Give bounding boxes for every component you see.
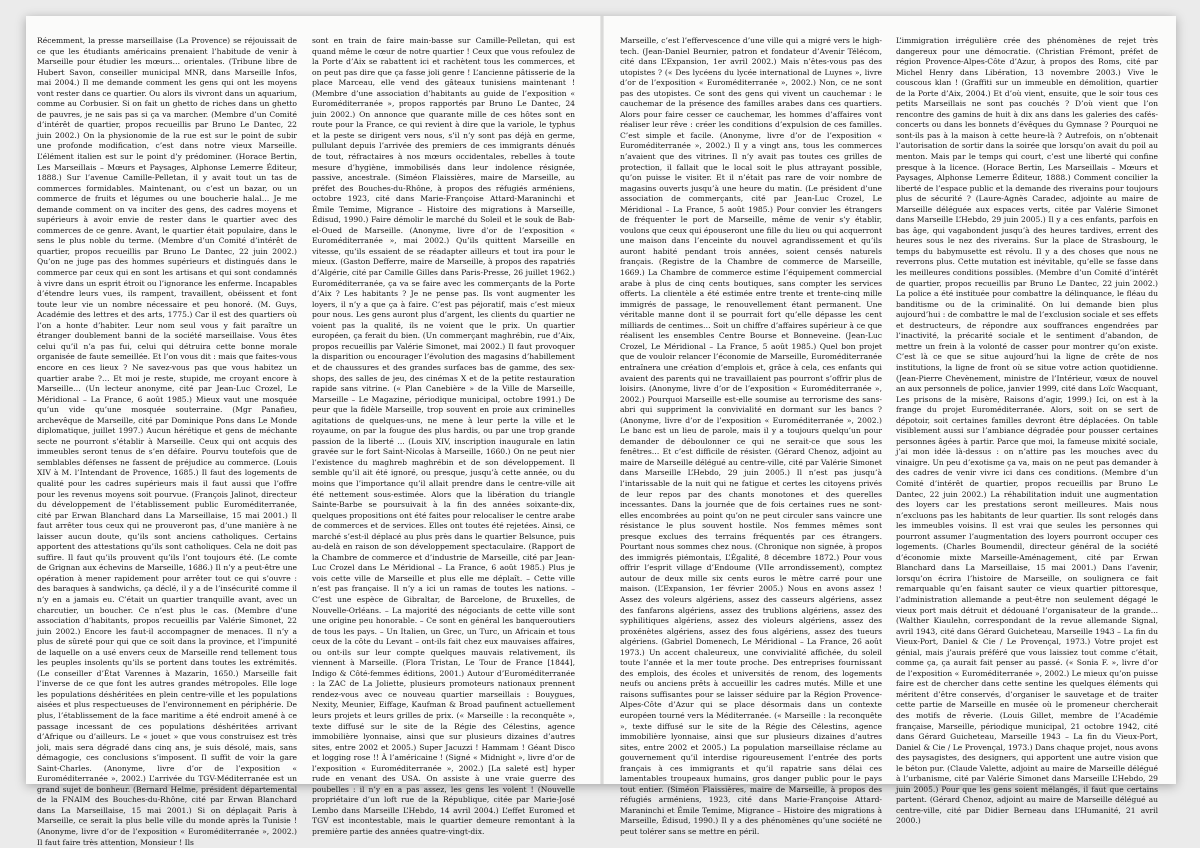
left-page-column-1 [37,36,297,847]
column-4-text: L’immigration irrégulière crée des phénomènes de rejet très dangereux pour une démocratie. (Christian Frémont, préfet de région Provence-Alpes-Côte d’Azur, à propos des Roms, cité par Michel Henry dans Libération, 13 novembre 2003.) Vive le couscous klan ! (Graffiti sur un immeuble en démolition, quartier de la Porte d’Aix, 2004.) Et d’où vient, ensuite, que le soir tous ces petits Marseillais ne sont pas couchés ? D’où vient que l’on rencontre des gamins de huit à dix ans dans les galeries des cafés-concerts ou dans les bonnets d’évêques du Gymnase ? Pourquoi ne sont-ils pas à la maison à cette heure-là ? Autrefois, on n’obtenait l’autorisation de sortir dans la soirée que lorsqu’on avait du poil au menton. Mais par le temps qui court, c’est une liberté qui confine presque à la licence. (Horace Bertin, Les Marseillais – Mœurs et Paysages, Alphonse Lemerre Éditeur, 1888.) Comment concilier la liberté de l’espace public et la demande des riverains pour toujours plus de sécurité ? (Laure-Agnès Caradec, adjointe au maire de Marseille déléguée aux espaces verts, citée par Valérie Simonet dans Marseille L’Hebdo, 29 juin 2005.) Il y a ces enfants, parfois en bas âge, qui vagabondent jusqu’à des heures tardives, errent des heures sous le nez des riverains. Sur la place de Strasbourg, le temps du babymusette est révolu. Il y a des choses que nous ne reverrons plus. Cette mutation est inévitable, qu’elle se fasse dans les meilleures conditions possibles. (Membre d’un Comité d’intérêt de quartier, propos recueillis par Bruno Le Dantec, 22 juin 2002.) La police a été instituée pour combattre la délinquance, le fléau du banditisme ou de la criminalité. On lui demande bien plus aujourd’hui : de combattre le mal de l’exclusion sociale et ses effets et destructeurs, de répondre aux souffrances engendrées par l’inactivité, la précarité sociale et le sentiment d’abandon, de mettre un frein à la volonté de casser pour montrer qu’on existe. C’est là ce que se situe aujourd’hui la ligne de crête de nos institutions, la ligne de front où se situe votre action quotidienne. (Jean-Pierre Chevènement, ministre de l’Intérieur, vœux de nouvel an aux personnels de police, janvier 1999, cité dans Loïc Wacquant, Les prisons de la misère, Raisons d’agir, 1999.) Ici, on est à la frange du projet Euroméditerranée. Alors, soit on se sert de dépotoir, soit certaines familles devront être déplacées. On table visiblement aussi sur l’ambiance dégradée pour pousser certaines personnes âgées à partir. Parce que moi, la fameuse mixité sociale, j’ai mon idée là-dessus : on n’attire pas les mouches avec du vinaigre. Un peu d’exotisme ça va, mais on ne peut pas demander à des cadres de venir vivre ici dans ces conditions. (Membre d’un Comité d’intérêt de quartier, propos recueillis par Bruno Le Dantec, 22 juin 2002.) La réhabilitation induit une augmentation des loyers car les prestations seront meilleures. Mais nous n’excluons pas les habitants de leur quartier. Ils sont relogés dans les immeubles voisins. Il est vrai que seules les personnes qui pourront assumer l’augmentation des loyers pourront occuper ces logements. (Charles Boumendil, directeur général de la société d’économie mixte Marseille-Aménagement, cité par Erwan Blanchard dans La Marseillaise, 15 mai 2001.) Dans l’avenir, lorsqu’on écrira l’histoire de Marseille, on soulignera ce fait remarquable qu’en faisant sauter ce vieux quartier pittoresque, l’administration allemande a peut-être non seulement dégagé le vieux port mais détruit et dédouané l’organisateur de la grande... (Walther Kiaulehn, correspondant de la revue allemande Signal, avril 1943, cité dans Gérard Guicheteau, Marseille 1943 – La fin du Vieux-Port, Daniel & Cie / Le Provençal, 1973.) Votre projet est génial, mais j’aurais préféré que vous laissiez tout comme c’était, comme ça, ça aurait fait penser au passé. (« Sonia F. », livre d’or de l’exposition « Euroméditerranée », 2002.) Le mieux qu’on puisse faire est de chercher dans cette sentine les quelques éléments qui méritent d’être conservés, d’organiser le sauvetage et de traiter cette partie de Marseille en musée où le promeneur chercherait des motifs de rêverie. (Louis Gillet, membre de l’Académie française, Marseille, périodique municipal, 21 octobre 1942, cité dans Gérard Guicheteau, Marseille 1943 – La fin du Vieux-Port, Daniel & Cie / Le Provençal, 1973.) Dans chaque projet, nous avons des paysagistes, des designers, qui apportent une autre vision que le béton pur. (Claude Valette, adjoint au maire de Marseille délégué à l’urbanisme, cité par Valérie Simonet dans Marseille L’Hebdo, 29 juin 2005.) Pour que les gens soient mélangés, il faut que certains partent. (Gérard Chenoz, adjoint au maire de Marseille délégué au centre-ville, cité par Didier Berneau dans L’Humanité, 21 avril 2000.) [896,36,1158,826]
right-page-column-2 [896,36,1158,826]
right-page [603,16,1176,837]
book-spread [26,16,1176,847]
column-2-text: sont en train de faire main-basse sur Camille-Pelletan, qui est quand même le cœur de notre quartier ! Ceux que vous refoulez de la Porte d’Aix se rabattent ici et rachètent tous les commerces, et on peut pas dire que ça fasse joli genre ! L’ancienne pâtisserie de la place Marceau, elle vend des gâteaux tunisiens maintenant ! (Membre d’une association d’habitants au guide de l’exposition « Euroméditerranée », propos rapportés par Bruno Le Dantec, 24 juin 2002.) On annonce que quarante mille de ces hôtes sont en route pour la France, ce qui revient à dire que la variole, le typhus et la peste se dirigent vers nous, s’il n’y sont pas déjà en germe, pullulant depuis l’arrivée des premiers de ces immigrants dénués de tout, réfractaires à nos mœurs occidentales, rebelles à toute mesure d’hygiène, immobilisés dans leur indolence résignée, passive, ancestrale. (Siméon Flaissières, maire de Marseille, au préfet des Bouches-du-Rhône, à propos des réfugiés arméniens, octobre 1923, cité dans Marie-Françoise Attard-Maraninchi et Émile Temime, Migrance – Histoire des migrations à Marseille, Édisud, 1990.) Faire démolir le marché du Soleil et le souk de Bab-el-Oued de Marseille. (Anonyme, livre d’or de l’exposition « Euroméditerranée », mai 2002.) Qu’ils quittent Marseille en vitesse, qu’ils essaient de se réadapter ailleurs et tout ira pour le mieux. (Gaston Defferre, maire de Marseille, à propos des rapatriés d’Algérie, cité par Camille Gilles dans Paris-Presse, 26 juillet 1962.) Euroméditerranée, ça va se faire avec les commerçants de la Porte d’Aix ? Les habitants ? Je ne pense pas. Ils vont augmenter les loyers, il n’y a que ça à faire. C’est pas péjoratif, mais c’est mieux pour nous. Les gens auront plus d’argent, les clients du quartier ne voient pas la qualité, ils ne voient que le prix. Un quartier européen, ça ferait du bien. (Un commerçant maghrébin, rue d’Aix, propos recueillis par Valérie Simonet, mai 2002.) Il faut provoquer la disparition ou encourager l’évolution des magasins d’habillement et de chaussures et des grandes surfaces bas de gamme, des sex-shops, des salles de jeu, des cinémas X et de la petite restauration rapide sans vitrine. (« Plan Canebière » de la Ville de Marseille, Marseille – Le Magazine, périodique municipal, octobre 1991.) De peur que la fidèle Marseille, trop souvent en proie aux criminelles agitations de quelques-uns, ne mene à leur perte la ville et le royaume, on par la fougue des plus hardis, ou par une trop grande passion de la liberté ... (Louis XIV, inscription inaugurale en latin gravée sur le fort Saint-Nicolas à Marseille, 1660.) On ne peut nier l’existence du maghreb maghrébin et de son développement. Il semble qu’il ait été ignoré, ou presque, jusqu’à cette année, ou du moins que l’importance qu’il allait prendre dans le centre-ville ait été nettement sous-estimée. Alors que la libération du triangle Sainte-Barbe se poursuivait à la fin des années soixante-dix, quelques propositions ont été faites pour relocaliser le centre arabe de commerces et de services. Elles ont toutes été rejetées. Ainsi, ce marché s’est-il déplacé au plus près dans le quartier Belsunce, puis au-delà en raison de son développement spectaculaire. (Rapport de la Chambre de commerce et d’industrie de Marseille, cité par Jean-Luc Crozel dans Le Méridional – La France, 6 août 1985.) Plus je vois cette ville de Marseille et plus elle me déplaît. – Cette ville n’est pas française. Il n’y a ici un ramas de toutes les nations. – C’est une espèce de Gibraltar, de Barcelone, de Bruxelles, de Nouvelle-Orléans. – La majorité des négociants de cette ville sont une origine peu honorable. – Ce sont en général les banqueroutiers de tous les pays. – Un Italien, un Grec, un Turc, un Africain et tous ceux de la côte du Levant – ont-ils fait chez eux mauvaises affaires, ou ont-ils sur leur compte quelques mauvais relativement, ils viennent à Marseille. (Flora Tristan, Le Tour de France [1844], Indigo & Côté-femmes éditions, 2001.) Autour d’Euroméditerranée : la ZAC de La Joliette, plusieurs promoteurs nationaux prennent rendez-vous avec ce nouveau quartier marseillais : Bouygues, Nexity, Meunier, Eiffage, Kaufman & Broad paufinent actuellement leurs projets et leurs grilles de prix. (« Marseille : la reconquête », texte diffusé sur le site de la Régie des Célestins, agence immobilière lyonnaise, ainsi que sur plusieurs dizaines d’autres sites, entre 2002 et 2005.) Super Jacuzzi ! Hammam ! Géant Disco et logging rose !! À l’américaine ! (Signé « Midnight », livre d’or de l’exposition « Euroméditerranée », 2002.) [La saleté est] hyper rude en venant des USA. On assiste à une vraie guerre des poubelles : il n’y en a pas assez, les gens les volent ! (Nouvelle propriétaire d’un loft rue de la République, citée par Marie-José Lembo dans Marseille L’Hebdo, 14 avril 2004.) L’effet Euromed et TGV est incontestable, mais le quartier demeure remontant à la première partie des années quatre-vingt-dix. [312,36,575,837]
column-3-text: Marseille, c’est l’effervescence d’une ville qui a migré vers le high-tech. (Jean-Daniel Beurnier, patron et fondateur d’Avenir Télécom, cité dans L’Expansion, 1er avril 2002.) Mais n’êtes-vous pas des utopistes ? (« Des lycéens du lycée international de Luynes », livre d’or de l’exposition « Euroméditerranée », 2002.) Non, ce ne sont pas des utopistes. Ce sont des gens qui vivent un cauchemar : le cauchemar de la présence des familles arabes dans ces quartiers. Alors pour faire cesser ce cauchemar, les hommes d’affaires vont réaliser leur rêve : créer les conditions d’expulsion de ces familles. C’est simple et facile. (Anonyme, livre d’or de l’exposition « Euroméditerranée », 2002.) Il y a vingt ans, tous les commerces n’avaient que des vitrines. Il n’y avait pas toutes ces grilles de protection, il fallait que le local soit le plus attrayant possible, qu’on puisse le visiter. Et il n’était pas rare de voir nombre de magasins ouverts jusqu’à une heure du matin. (Le président d’une association de commerçants, cité par Jean-Luc Crozel, Le Méridional – La France, 5 août 1985.) Pour convier les étrangers de fréquenter le port de Marseille, même de venir s’y établir, voulons que ceux qui épouseront une fille du lieu ou qui acquerront une maison dans l’enceinte du nouvel agrandissement et qu’ils auront habité pendant trois années, soient censés naturels français. (Registre de la Chambre de commerce de Marseille, 1669.) La Chambre de commerce estime l’équipement commercial arabe à plus de cinq cents boutiques, sans compter les services offerts. La clientèle a été estimée entre trente et trente-cinq mille immigrés de passage, le renouvellement étant permanent. Une véritable manne dont il se pourrait fort qu’elle dépasse les cent milliards de centimes… Soit un chiffre d’affaires supérieur à ce que réalisent les ensembles Centre Bourse et Bonneveine. (Jean-Luc Crozel, Le Méridional – La France, 5 août 1985.) Quel bon projet que de vouloir relancer l’économie de Marseille, Euroméditerranée entraînera une création d’emplois et, grâce à cela, ces enfants qui avaient des parents qui ne travaillaient pas pourront s’offrir plus de loisirs. (Anonyme, livre d’or de l’exposition « Euroméditerranée », 2002.) Pourquoi Marseille est-elle soumise au terrorisme des sans-abri qui suppriment la convivialité en dormant sur les bancs ? (Anonyme, livre d’or de l’exposition « Euroméditerranée », 2002.) Le banc est un lieu de parole, mais il y a toujours quelqu’un pour demander de déboulonner ce qui ne serait-ce que sous les fenêtres… Et c’est difficile de résister. (Gérard Chenoz, adjoint au maire de Marseille délégué au centre-ville, cité par Valérie Simonet dans Marseille L’Hebdo, 29 juin 2005.) Il n’est pas jusqu’à l’intarissable de la nuit qui ne fatigue et certes les citoyens privés de leur repos par des chants monotones et des querelles incessantes. Dans la journée que de fois certaines rues ne sont-elles encombrées au point qu’on ne peut circuler sans vaincre une résistance le plus souvent hostile. Nos femmes mêmes sont presque exclues des terrains fréquentés par ces étrangers. Pourtant nous sommes chez nous. (Chronique non signée, à propos des immigrés piémontais, L’Égalité, 8 décembre 1872.) Pour vous offrir l’esprit village d’Endoume (VIIe arrondissement), comptez autour de deux mille six cents euros le mètre carré pour une maison. (L’Expansion, 1er février 2005.) Nous en avons assez ! Assez des voleurs algériens, assez des casseurs algériens, assez des fanfarons algériens, assez des trublions algériens, assez des syphilitiques algériens, assez des violeurs algériens, assez des proxénètes algériens, assez des fous algériens, assez des tueurs algériens. (Gabriel Domenech, Le Méridional – La France, 26 août 1973.) Un accent chaleureux, une convivialité affichée, du soleil toute l’année et la mer toute proche. Des entreprises fournissant des emplois, des écoles et universités de renom, des logements neufs ou anciens prêts à accueillir les cadres mutés. Mille et une raisons suffisantes pour se laisser séduire par la Région Provence-Alpes-Côte d’Azur qui se place désormais dans un contexte européen tourné vers la Méditerranée. (« Marseille : la reconquête », texte diffusé sur le site de la Régie des Célestins, agence immobilière lyonnaise, ainsi que sur plusieurs dizaines d’autres sites, entre 2002 et 2005.) La population marseillaise réclame au gouvernement qu’il interdise rigoureusement l’entrée des ports français à ces immigrants et qu’il rapatrie sans délai ces lamentables troupeaux humains, gros danger public pour le pays tout entier. (Siméon Flaissières, maire de Marseille, à propos des réfugiés arméniens, 1923, cité dans Marie-Françoise Attard-Maraninchi et Émile Temime, Migrance – Histoire des migrations à Marseille, Édisud, 1990.) Il y a des phénomènes qu’une société ne peut tolérer sans se mettre en péril. [620,36,883,837]
right-page-column-1 [620,36,883,837]
left-page-column-2 [312,36,575,837]
column-1-text: Récemment, la presse marseillaise (La Provence) se réjouissait de ce que les étudiants américains prenaient l’habitude de venir à Marseille pour étudier les mœurs… orientales. (Tribune libre de Hubert Savon, conseiller municipal MNR, dans Marseille Infos, mai 2004.) Il me demande comment les gens qui ont les moyens vont rester dans ce quartier. Ou alors ils vivront dans un aquarium, comme au Corbusier. Si on fait un ghetto de riches dans un ghetto de pauvres, je ne sais pas si ça va marcher. (Membre d’un Comité d’intérêt de quartier, propos recueillis par Bruno Le Dantec, 22 juin 2002.) On la physionomie de la rue est sur le point de subir une profonde modification, c’est dans notre vieux Marseille. L’élément italien est sur le point d’y prédominer. (Horace Bertin, Les Marseillais – Mœurs et Paysages, Alphonse Lemerre Éditeur, 1888.) Sur l’avenue Camille-Pelletan, il y avait tout un tas de commerces formidables. Maintenant, ou c’est un bazar, ou un commerce de fruits et légumes ou une boucherie halal… Je me demande comment on va inciter des gens, des cadres moyens et supérieurs à avoir envie de rester dans le quartier avec des commerces de ce genre. Avant, le quartier était populaire, dans le sens le plus noble du terme. (Membre d’un Comité d’intérêt de quartier, propos recueillis par Bruno Le Dantec, 22 juin 2002.) Qu’on ne juge pas des hommes supérieurs et distingués dans le commerce par ceux qui en sont les artisans et qui sont condamnés à vivre dans un esprit étroit ou l’ignorance les enferme. Incapables d’étendre leurs vues, ils rampent, travaillent, obéissent et font toute leur vie un nombre nécessaire et peu honoré. (M. Guys, Académie des lettres et des arts, 1775.) Car il est des quartiers où l’on a honte d’habiter. Leur nom seul vous y fait paraître un étranger doublement banni de la société marseillaise. Vous êtes celui qu’il n’a pas fui, celui qui détruira cette bonne morale organisée de faute semeillée. Et l’on vous dit : mais que faites-vous encore en ces lieux ? Ne savez-vous pas que vous habitez un quartier arabe ?… Et moi je reste, stupide, me croyant encore à Marseille… (Un lecteur anonyme, cité par Jean-Luc Crozel, Le Méridional – La France, 6 août 1985.) Mieux vaut une mosquée qu’un vide qu’une mosquée souterraine. (Mgr Panafieu, archevêque de Marseille, cité par Dominique Pons dans Le Monde diplomatique, juillet 1997.) Aucun hérétique et gens de méchante secte ne pourront s’établir à Marseille. Ceux qui ont acquis des immeubles seront tenus de s’en défaire. Pourvu toutefois que de semblables défenses ne fassent de préjudice au commerce. (Louis XIV à M. l’Intendant de Provence, 1685.) Il faut des logements de qualité pour les cadres supérieurs mais il faut aussi que l’offre pour les revenus moyens soit pourvue. (François Jalinot, directeur du développement de l’établissement public Euroméditerranée, cité par Erwan Blanchard dans La Marseillaise, 15 mai 2001.) Il faut arrêter tous ceux qui ne prouveront pas, d’une manière à ne laisser aucun doute, qu’ils sont anciens catholiques. Certains apportent des attestations qu’ils sont catholiques. Cela ne doit pas suffire. Il faut qu’ils prouvent qu’ils l’ont toujours été. (Le comte de Grignan aux échevins de Marseille, 1686.) Il n’y a peut-être une opération à mener rapidement pour arrêter tout ce qui s’ouvre : des baraques à sandwichs, ça déclé, il y a de l’insécurité comme il n’y en a jamais eu. C’était un quartier tranquille avant, avec un charcutier, un boucher. Ce n’est plus le cas. (Membre d’une association d’habitants, propos recueillis par Valérie Simonet, 22 juin 2002.) Encore les faut-il accompagner de menaces. Il n’y a plus de sûreté pour qui que ce soit dans la province, et l’impunité de laquelle on a usé envers ceux de Marseille rend tellement tous les peuples insolents qu’ils se portent dans toutes les extrémités. (Le conseiller d’État Varennes à Mazarin, 1650.) Marseille fait l’inverse de ce que font les autres grandes métropoles. Elle loge les populations déshéritées en plein centre-ville et les populations aisées et plus respectueuses de l’environnement en périphérie. De plus, l’établissement de la face maritime a été endroit amené à ce passage incessant de ces populations déshéritées arrivant d’Afrique ou d’ailleurs. Le « jouet » que vous construisez est très joli, mais sera dégradé dans cinq ans, je suis désolé, mais, sans démagogie, ces conclusions s’imposent. Il suffit de voir la gare Saint-Charles. (Anonyme, livre d’or de l’exposition « Euroméditerranée », 2002.) L’arrivée du TGV-Méditerranée est un grand sujet de bonheur. (Bernard Helme, président départemental de la FNAIM des Bouches-du-Rhône, cité par Erwan Blanchard dans La Marseillaise, 15 mai 2001.) Si on déplaçait Paris à Marseille, ce serait la plus belle ville du monde après la Tunisie ! (Anonyme, livre d’or de l’exposition « Euroméditerranée », 2002.) Il faut faire très attention, Monsieur ! Ils [37,36,297,847]
left-page [26,16,601,847]
